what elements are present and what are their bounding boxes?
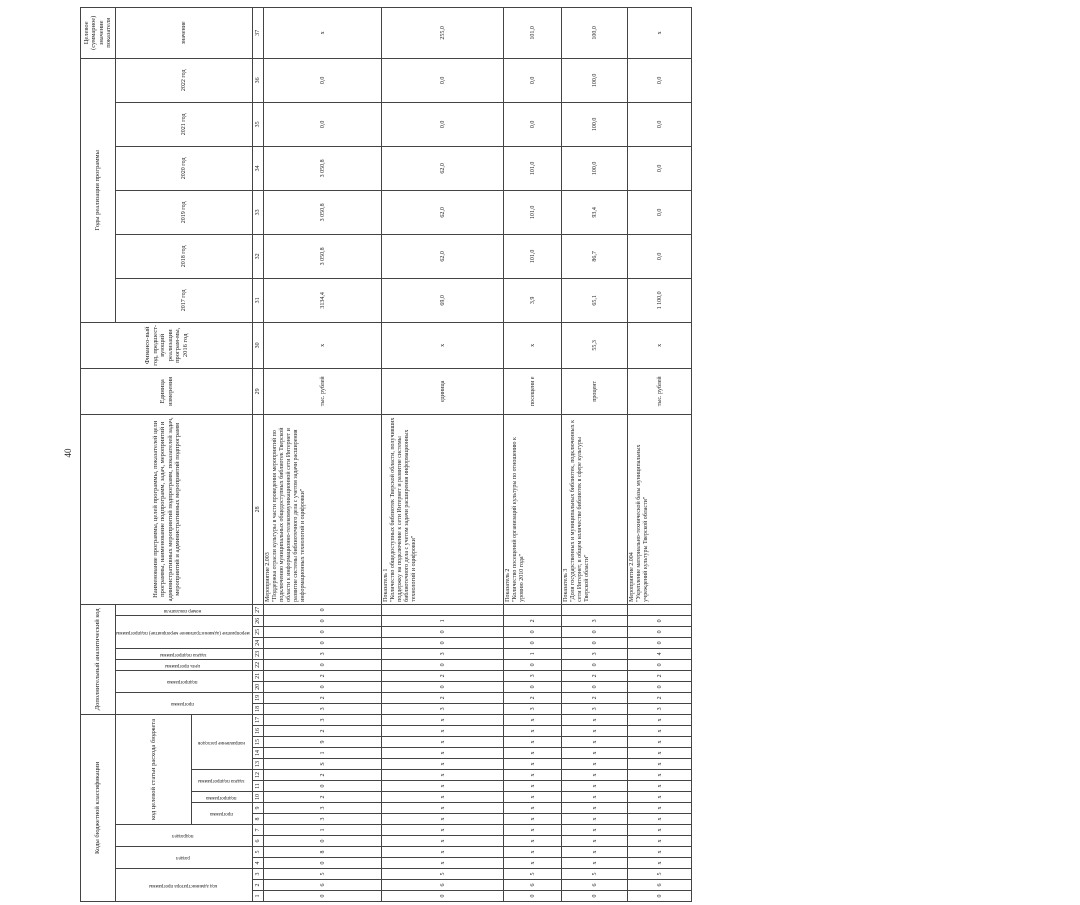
code-cell: 0: [382, 626, 504, 637]
code-cell: x: [382, 770, 504, 781]
code-cell: x: [628, 858, 692, 869]
code-cell: 0: [264, 604, 382, 615]
code-cell: 5: [382, 869, 504, 880]
code-cell: 3: [562, 615, 628, 626]
target-value: 255,0: [382, 7, 504, 58]
column-number: 26: [253, 615, 264, 626]
code-cell: x: [382, 847, 504, 858]
code-cell: 0: [264, 659, 382, 670]
column-number: 37: [253, 7, 264, 58]
code-cell: 3: [382, 703, 504, 714]
hdr-year-2019: 2019 год: [115, 190, 253, 234]
year-value: 0,0: [382, 58, 504, 102]
code-cell: x: [562, 726, 628, 737]
code-cell: x: [504, 714, 562, 725]
code-cell: x: [382, 825, 504, 836]
code-cell: x: [504, 759, 562, 770]
page-number: 40: [63, 448, 73, 458]
year-value: 100,0: [562, 58, 628, 102]
code-cell: 6: [562, 880, 628, 891]
code-cell: 1: [382, 615, 504, 626]
code-cell: x: [628, 726, 692, 737]
code-cell: 0: [562, 626, 628, 637]
code-cell: x: [382, 759, 504, 770]
code-cell: x: [382, 748, 504, 759]
year-value: 0,0: [628, 234, 692, 278]
hdr-podprogramma: подпрограмма: [192, 792, 253, 803]
column-number: 7: [253, 825, 264, 836]
code-cell: 0: [628, 615, 692, 626]
column-number: 27: [253, 604, 264, 615]
code-cell: 0: [628, 637, 692, 648]
year-value: 65,1: [562, 278, 628, 322]
code-cell: [628, 604, 692, 615]
code-cell: 2: [264, 692, 382, 703]
code-cell: 2: [264, 770, 382, 781]
row-unit: единица: [382, 368, 504, 414]
target-value: 101,0: [504, 7, 562, 58]
year-value: 69,0: [382, 278, 504, 322]
year-value: 0,0: [628, 102, 692, 146]
code-cell: 0: [504, 891, 562, 902]
code-cell: x: [628, 759, 692, 770]
column-number: 23: [253, 648, 264, 659]
column-number: 35: [253, 102, 264, 146]
hdr-year-2020: 2020 год: [115, 146, 253, 190]
code-cell: 1: [264, 825, 382, 836]
year-value: 3,9: [504, 278, 562, 322]
code-cell: x: [504, 836, 562, 847]
header-target: Целевое (суммарное) значение показателя: [81, 7, 116, 58]
code-cell: x: [562, 770, 628, 781]
year-value: 101,0: [504, 146, 562, 190]
code-cell: 9: [264, 737, 382, 748]
column-number: 32: [253, 234, 264, 278]
row-fin-year: х: [382, 322, 504, 368]
code-cell: 1: [504, 648, 562, 659]
column-number: 6: [253, 836, 264, 847]
column-numbers-row: [253, 7, 264, 901]
code-cell: 0: [562, 681, 628, 692]
year-value: 3 050,8: [264, 234, 382, 278]
header-fin-year: Финансо-вый год, предшест-вующий реализации програм-мы, 2016 год: [81, 322, 253, 368]
column-number: 11: [253, 781, 264, 792]
column-number: 34: [253, 146, 264, 190]
year-value: 100,0: [562, 102, 628, 146]
code-cell: 2: [382, 670, 504, 681]
year-value: 101,0: [504, 234, 562, 278]
code-cell: 1: [264, 748, 382, 759]
code-cell: x: [562, 858, 628, 869]
program-table: [80, 7, 692, 902]
hdr-x-podprogramma: подпрограмма: [115, 670, 253, 692]
row-name: Показатель 2 "Количество посещений организаций культуры по отношению к уровню 2010 года": [504, 414, 562, 604]
column-number: 33: [253, 190, 264, 234]
code-cell: 0: [264, 836, 382, 847]
code-cell: 0: [628, 626, 692, 637]
code-cell: x: [382, 737, 504, 748]
row-fin-year: 55,3: [562, 322, 628, 368]
hdr-x-nomer: номер показателя: [115, 604, 253, 615]
code-cell: 2: [628, 692, 692, 703]
code-cell: 0: [504, 626, 562, 637]
code-cell: 0: [562, 659, 628, 670]
row-name: Показатель 3 "Доля государственных и муниципальных библиотек, подключенных к сети Интернет, в общем количестве библиотек в сфере культуры Тверской области": [562, 414, 628, 604]
table-row: [382, 7, 504, 901]
code-cell: x: [628, 792, 692, 803]
header-years: Годы реализации программы: [81, 58, 116, 322]
code-cell: x: [504, 825, 562, 836]
code-cell: 2: [562, 692, 628, 703]
code-cell: x: [628, 714, 692, 725]
year-value: 86,7: [562, 234, 628, 278]
code-cell: 2: [628, 670, 692, 681]
table-row: [562, 7, 628, 901]
header-unit: Единица измерения: [81, 368, 253, 414]
code-cell: x: [562, 825, 628, 836]
column-number: 25: [253, 626, 264, 637]
code-cell: 0: [504, 681, 562, 692]
code-cell: 6: [264, 880, 382, 891]
code-cell: 3: [562, 648, 628, 659]
code-cell: 3: [504, 670, 562, 681]
year-value: 0,0: [504, 102, 562, 146]
year-value: 0,0: [628, 190, 692, 234]
code-cell: x: [562, 781, 628, 792]
code-cell: 0: [264, 626, 382, 637]
code-cell: 3: [382, 648, 504, 659]
column-number: 18: [253, 703, 264, 714]
header-name: Наименование программы, целей программы, показателей цели программы, наименование подпрограмм, задач, мероприятий и административных мероприятий подпрограмм, показателей задач, мероприятий и административных мероприятий подпрограмм: [81, 414, 253, 604]
column-number: 21: [253, 670, 264, 681]
code-cell: 5: [504, 869, 562, 880]
code-cell: x: [382, 714, 504, 725]
column-number: 16: [253, 726, 264, 737]
column-number: 12: [253, 770, 264, 781]
rotated-table-frame: [80, 15, 1080, 898]
column-number: 28: [253, 414, 264, 604]
column-number: 1: [253, 891, 264, 902]
target-value: 100,0: [562, 7, 628, 58]
code-cell: x: [562, 748, 628, 759]
code-cell: x: [504, 858, 562, 869]
year-value: 0,0: [264, 58, 382, 102]
code-cell: 6: [504, 880, 562, 891]
year-value: 100,0: [562, 146, 628, 190]
code-cell: [562, 604, 628, 615]
hdr-x-cel: цель программы: [115, 659, 253, 670]
code-cell: x: [562, 814, 628, 825]
code-cell: 5: [562, 869, 628, 880]
code-cell: x: [504, 803, 562, 814]
year-value: 101,0: [504, 190, 562, 234]
code-cell: 0: [264, 615, 382, 626]
column-number: 19: [253, 692, 264, 703]
hdr-year-2018: 2018 год: [115, 234, 253, 278]
column-number: 2: [253, 880, 264, 891]
code-cell: x: [628, 748, 692, 759]
column-number: 9: [253, 803, 264, 814]
code-cell: 0: [628, 681, 692, 692]
year-value: 62,0: [382, 234, 504, 278]
year-value: 3134,4: [264, 278, 382, 322]
code-cell: 0: [562, 637, 628, 648]
year-value: 3 050,8: [264, 190, 382, 234]
code-cell: 2: [382, 692, 504, 703]
code-cell: 2: [504, 615, 562, 626]
hdr-programma: программа: [192, 803, 253, 825]
year-value: 62,0: [382, 190, 504, 234]
code-cell: x: [628, 847, 692, 858]
code-cell: 0: [264, 681, 382, 692]
code-cell: 0: [264, 637, 382, 648]
code-cell: 0: [628, 659, 692, 670]
hdr-x-zadacha: задача подпрограммы: [115, 648, 253, 659]
year-value: 0,0: [628, 58, 692, 102]
code-cell: 0: [628, 891, 692, 902]
row-unit: тыс. рублей: [264, 368, 382, 414]
year-value: 0,0: [264, 102, 382, 146]
code-cell: x: [504, 726, 562, 737]
code-cell: 0: [264, 891, 382, 902]
code-cell: 5: [264, 869, 382, 880]
row-fin-year: х: [504, 322, 562, 368]
hdr-target-code: код целевой статьи расхода бюджета: [115, 714, 192, 824]
column-number: 13: [253, 759, 264, 770]
column-number: 14: [253, 748, 264, 759]
code-cell: 0: [264, 858, 382, 869]
column-number: 24: [253, 637, 264, 648]
code-cell: 5: [628, 869, 692, 880]
code-cell: 8: [264, 847, 382, 858]
code-cell: 3: [264, 714, 382, 725]
column-number: 5: [253, 847, 264, 858]
code-cell: 2: [562, 670, 628, 681]
code-cell: 4: [628, 648, 692, 659]
code-cell: x: [562, 836, 628, 847]
code-cell: x: [382, 781, 504, 792]
code-cell: 0: [504, 659, 562, 670]
code-cell: S: [264, 759, 382, 770]
code-cell: 2: [504, 692, 562, 703]
table-row: [264, 7, 382, 901]
column-number: 4: [253, 858, 264, 869]
code-cell: 3: [562, 703, 628, 714]
code-cell: x: [562, 792, 628, 803]
code-cell: 0: [504, 637, 562, 648]
code-cell: x: [504, 737, 562, 748]
code-cell: x: [504, 814, 562, 825]
column-number: 29: [253, 368, 264, 414]
hdr-year-2022: 2022 год: [115, 58, 253, 102]
row-unit: тыс. рублей: [628, 368, 692, 414]
row-name: Показатель 1 "Количество общедоступных библиотек Тверской области, получивших поддержку на подключение к сети Интернет и развитие системы библиотечного дела с учетом задачи расширения информационных технологий и оцифровки": [382, 414, 504, 604]
code-cell: x: [382, 836, 504, 847]
row-fin-year: х: [264, 322, 382, 368]
year-value: 3 050,8: [264, 146, 382, 190]
hdr-podrazdel: подраздел: [115, 825, 253, 847]
code-cell: x: [382, 803, 504, 814]
target-value: х: [628, 7, 692, 58]
row-unit: процент: [562, 368, 628, 414]
code-cell: 0: [264, 781, 382, 792]
hdr-year-2017: 2017 год: [115, 278, 253, 322]
code-cell: x: [628, 737, 692, 748]
code-cell: x: [504, 847, 562, 858]
code-cell: 3: [264, 803, 382, 814]
code-cell: x: [382, 792, 504, 803]
code-cell: x: [628, 770, 692, 781]
column-number: 30: [253, 322, 264, 368]
code-cell: x: [562, 803, 628, 814]
code-cell: x: [504, 792, 562, 803]
column-number: 36: [253, 58, 264, 102]
year-value: 62,0: [382, 146, 504, 190]
header-extra-code: Дополнительный аналитический код: [81, 604, 116, 714]
code-cell: 2: [264, 670, 382, 681]
rotated-table: [80, 15, 663, 902]
code-cell: x: [628, 803, 692, 814]
column-number: 31: [253, 278, 264, 322]
hdr-razdel: раздел: [115, 847, 253, 869]
column-number: 17: [253, 714, 264, 725]
code-cell: 6: [382, 880, 504, 891]
year-value: 93,4: [562, 190, 628, 234]
code-cell: x: [562, 847, 628, 858]
code-cell: x: [562, 714, 628, 725]
code-cell: 2: [264, 726, 382, 737]
year-value: 0,0: [382, 102, 504, 146]
code-cell: 3: [264, 814, 382, 825]
target-value: х: [264, 7, 382, 58]
hdr-admin: код администратора программы: [115, 869, 253, 902]
column-number: 8: [253, 814, 264, 825]
code-cell: x: [504, 770, 562, 781]
code-cell: 0: [382, 637, 504, 648]
hdr-napravlenie: направление расходов: [192, 714, 253, 769]
code-cell: x: [562, 737, 628, 748]
code-cell: 3: [264, 648, 382, 659]
table-row: [628, 7, 692, 901]
code-cell: 0: [382, 681, 504, 692]
code-cell: 0: [382, 891, 504, 902]
column-number: 22: [253, 659, 264, 670]
code-cell: 0: [382, 659, 504, 670]
header-budget-codes: Коды бюджетной классификации: [81, 714, 116, 901]
code-cell: x: [504, 781, 562, 792]
hdr-x-programma: программа: [115, 692, 253, 714]
row-name: Мероприятие 2.003 "Поддержка отрасли культуры в части проведения мероприятий по подключению муниципальных общедоступных библиотек Тверской области к информационно-телекоммуникационной сети Интернет и развитие системы библиотечного дела с учетом задачи расширения информационных технологий и оцифровки": [264, 414, 382, 604]
column-number: 10: [253, 792, 264, 803]
code-cell: [504, 604, 562, 615]
code-cell: 2: [264, 792, 382, 803]
code-cell: 6: [628, 880, 692, 891]
hdr-target-value: значение: [115, 7, 253, 58]
code-cell: x: [628, 814, 692, 825]
code-cell: 3: [504, 703, 562, 714]
code-cell: 3: [628, 703, 692, 714]
code-cell: x: [382, 726, 504, 737]
column-number: 20: [253, 681, 264, 692]
code-cell: [382, 604, 504, 615]
hdr-x-meropriyatie: мероприятие (административное мероприятие) подпрограммы: [115, 615, 253, 648]
column-number: 15: [253, 737, 264, 748]
code-cell: x: [628, 836, 692, 847]
hdr-zadacha: задача подпрограммы: [192, 770, 253, 792]
code-cell: x: [382, 814, 504, 825]
hdr-year-2021: 2021 год: [115, 102, 253, 146]
code-cell: x: [504, 748, 562, 759]
row-name: Мероприятие 2.004 "Укрепление материально-технической базы муниципальных учреждений культуры Тверской области": [628, 414, 692, 604]
row-unit: посещени е: [504, 368, 562, 414]
table-row: [504, 7, 562, 901]
year-value: 0,0: [504, 58, 562, 102]
year-value: 0,0: [628, 146, 692, 190]
code-cell: x: [562, 759, 628, 770]
code-cell: x: [382, 858, 504, 869]
year-value: 1 100,0: [628, 278, 692, 322]
code-cell: 3: [264, 703, 382, 714]
code-cell: x: [628, 825, 692, 836]
code-cell: 0: [562, 891, 628, 902]
column-number: 3: [253, 869, 264, 880]
row-fin-year: х: [628, 322, 692, 368]
code-cell: x: [628, 781, 692, 792]
